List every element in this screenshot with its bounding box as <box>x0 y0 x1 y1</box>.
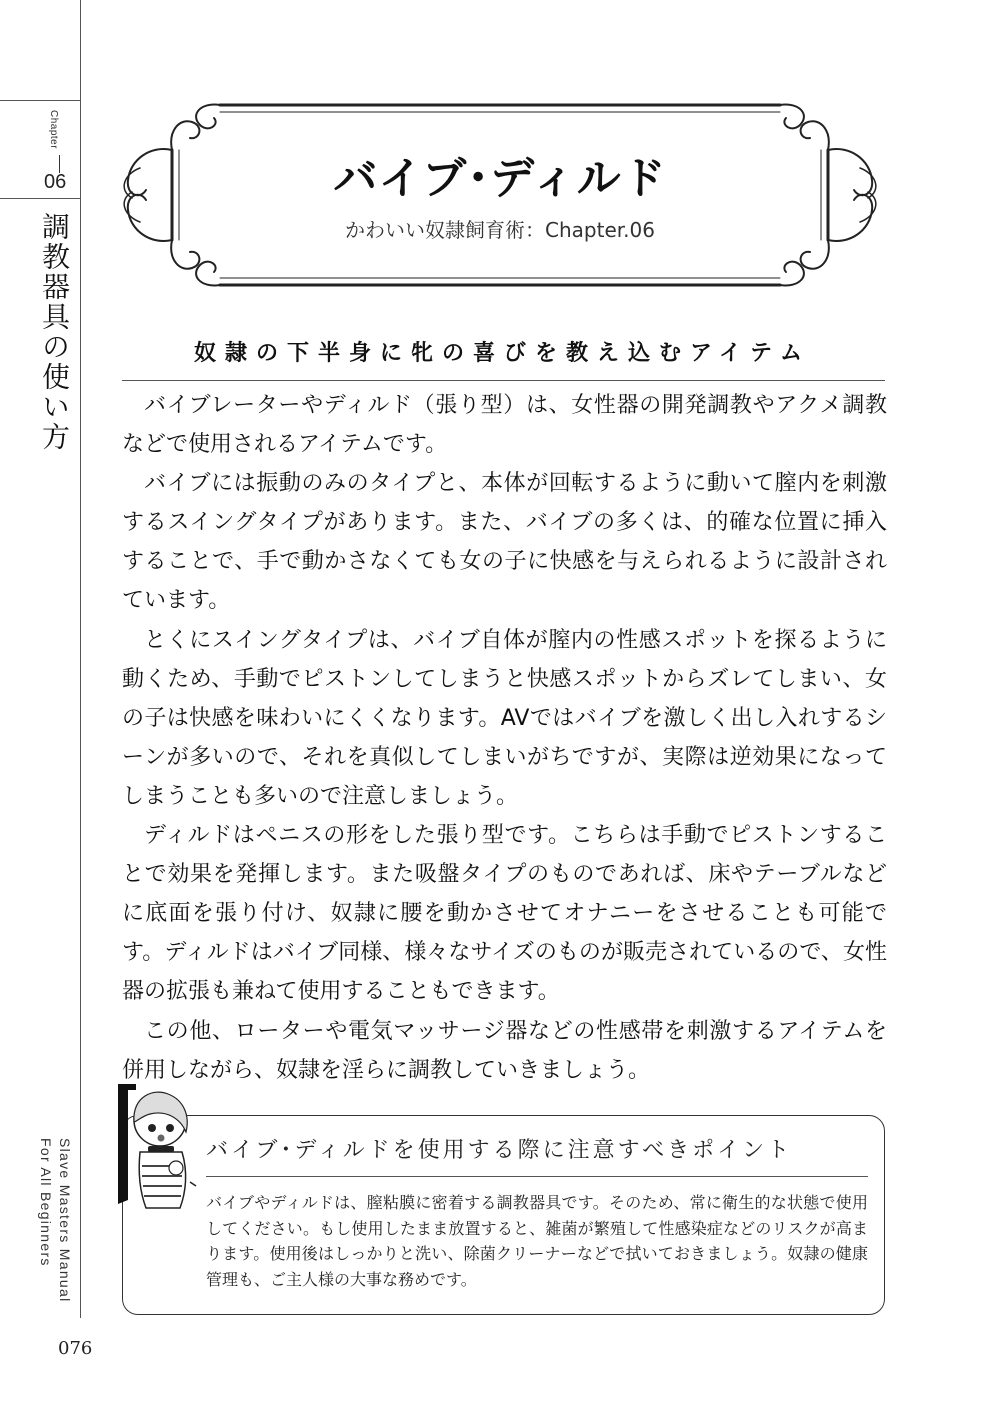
note-title-rule <box>206 1176 868 1177</box>
page-number: 076 <box>58 1338 93 1359</box>
series-title <box>36 1138 74 1303</box>
side-rail-top-rule <box>0 100 80 101</box>
section-title: 調教器具の使い方 <box>38 212 71 452</box>
side-rail-mid-rule <box>0 198 80 199</box>
body-text <box>122 386 887 1090</box>
series-title-line1: Slave Masters Manual <box>56 1138 73 1303</box>
paragraph: この他、ローターや電気マッサージ器などの性感帯を刺激するアイテムを併用しながら、奴隷を淫らに調教していきましょう。 <box>122 1018 887 1083</box>
chapter-number: 06 <box>44 171 67 193</box>
mascot-illustration-icon <box>110 1082 202 1212</box>
section-heading: 奴隷の下半身に牝の喜びを教え込むアイテム <box>194 341 811 366</box>
heading-rule <box>122 380 885 381</box>
paragraph: ディルドはペニスの形をした張り型です。こちらは手動でピストンすることで効果を発揮します。また吸盤タイプのものであれば、床やテーブルなどに底面を張り付け、奴隷に腰を動かさせてオナニーをさせることも可能です。ディルドはバイブ同様、様々なサイズのものが販売されているので、女性器の拡張も兼ねて使用することもできます。 <box>122 823 887 1005</box>
page-title: バイブ･ディルド <box>333 153 667 204</box>
chapter-label: Chapter <box>48 110 59 150</box>
paragraph: バイブには振動のみのタイプと、本体が回転するように動いて膣内を刺激するスイングタイプがあります。また、バイブの多くは、的確な位置に挿入することで、手で動かさなくても女の子に快感を与えられるように設計されています。 <box>122 471 888 614</box>
note-body: バイブやディルドは、膣粘膜に密着する調教器具です。そのため、常に衛生的な状態で使用してください。もし使用したまま放置すると、雑菌が繁殖して性感染症などのリスクが高まります。使用後はしっかりと洗い、除菌クリーナーなどで拭いておきましょう。奴隷の健康管理も、ご主人様の大事な務めです。 <box>206 1193 868 1289</box>
paragraph: とくにスイングタイプは、バイブ自体が膣内の性感スポットを探るように動くため、手動でピストンしてしまうと快感スポットからズレてしまい、女の子は快感を味わいにくくなります。AVではバイブを激しく出し入れするシーンが多いので、それを真似してしまいがちですが、実際は逆効果になってしまうことも多いので注意しましょう。 <box>122 627 887 809</box>
side-rail-line <box>80 0 81 1318</box>
series-title-line2: For All Beginners <box>37 1138 54 1267</box>
page-subtitle: かわいい奴隷飼育術：Chapter.06 <box>345 218 655 242</box>
note-title: バイブ･ディルドを使用する際に注意すべきポイント <box>206 1138 793 1163</box>
paragraph: バイブレーターやディルド（張り型）は、女性器の開発調教やアクメ調教などで使用されるアイテムです。 <box>122 393 887 458</box>
